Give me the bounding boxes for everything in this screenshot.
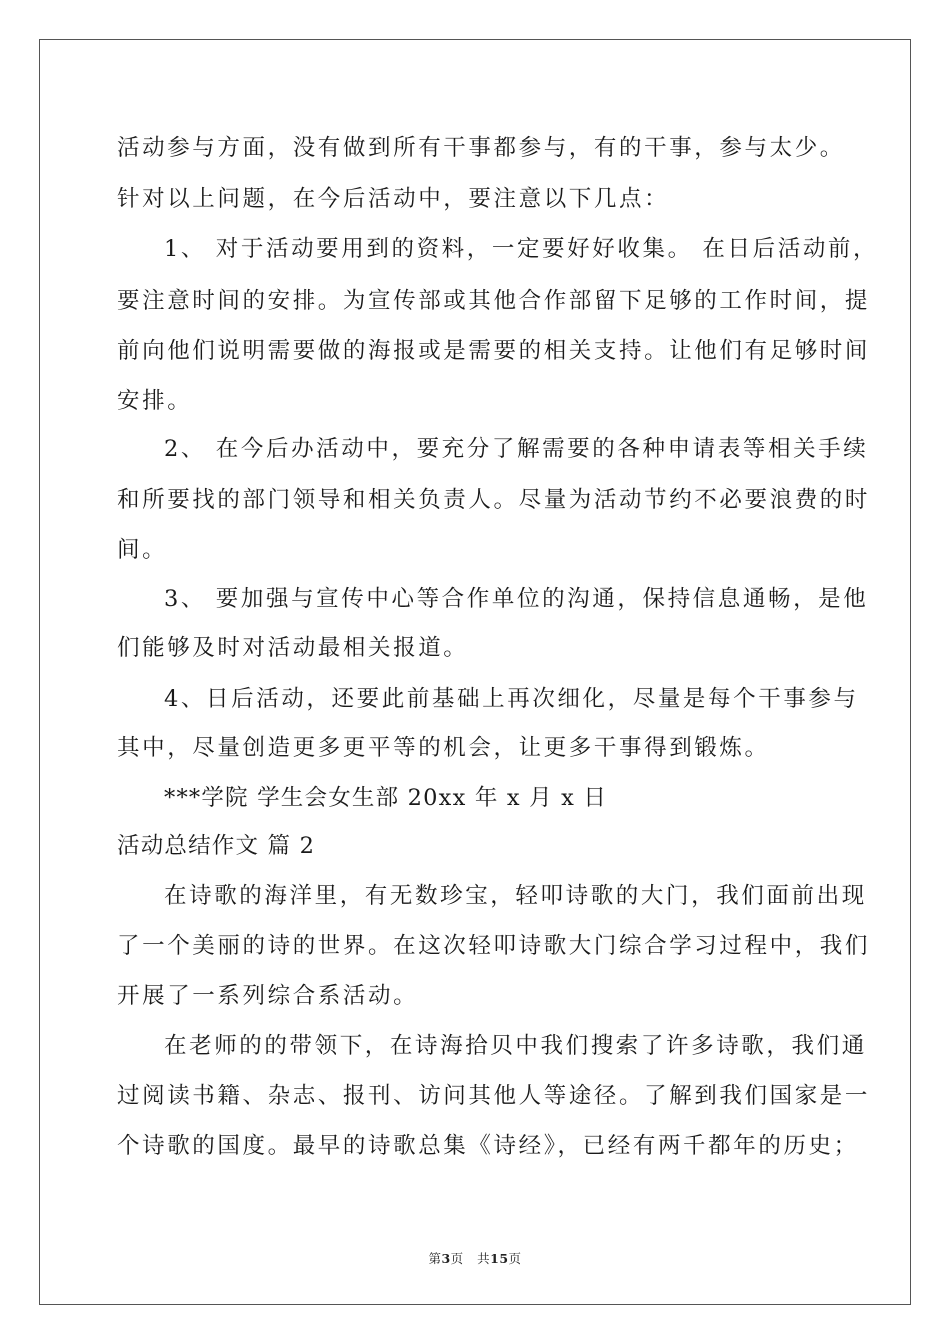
footer-page-unit: 页 <box>450 1251 464 1266</box>
text-line: 和所要找的部门领导和相关负责人。尽量为活动节约不必要浪费的时 <box>117 487 871 513</box>
text-line: 开展了一系列综合系活动。 <box>117 983 419 1009</box>
text-line: 在诗歌的海洋里，有无数珍宝，轻叩诗歌的大门，我们面前出现 <box>164 883 867 909</box>
text-line: 了一个美丽的诗的世界。在这次轻叩诗歌大门综合学习过程中，我们 <box>117 933 871 959</box>
signature-line: ***学院 学生会女生部 20xx 年 x 月 x 日 <box>164 785 608 811</box>
text-line: 过阅读书籍、杂志、报刊、访问其他人等途径。了解到我们国家是一 <box>117 1083 871 1109</box>
text-line: 安排。 <box>117 388 193 414</box>
footer-prefix: 第 <box>428 1251 442 1266</box>
text-line: 们能够及时对活动最相关报道。 <box>117 635 469 661</box>
text-line: 2、 在今后办活动中，要充分了解需要的各种申请表等相关手续 <box>164 436 869 462</box>
section-heading: 活动总结作文 篇 2 <box>117 833 316 859</box>
page-border <box>39 39 911 1305</box>
text-line: 个诗歌的国度。最早的诗歌总集《诗经》，已经有两千都年的历史； <box>117 1133 859 1159</box>
footer-total-pages: 15 <box>490 1251 509 1266</box>
text-line: 4、日后活动，还要此前基础上再次细化，尽量是每个干事参与 <box>164 686 859 712</box>
footer-total-prefix: 共 <box>477 1251 491 1266</box>
footer-page-number: 3 <box>441 1251 451 1266</box>
text-line: 在老师的的带领下，在诗海拾贝中我们搜索了许多诗歌，我们通 <box>164 1033 867 1059</box>
text-line: 活动参与方面，没有做到所有干事都参与，有的干事，参与太少。 <box>117 135 845 161</box>
footer-total-unit: 页 <box>508 1251 522 1266</box>
text-line: 间。 <box>117 537 168 563</box>
text-line: 1、 对于活动要用到的资料，一定要好好收集。 在日后活动前， <box>164 236 879 262</box>
text-line: 其中，尽量创造更多更平等的机会，让更多干事得到锻炼。 <box>117 735 770 761</box>
text-line: 前向他们说明需要做的海报或是需要的相关支持。让他们有足够时间 <box>117 338 871 364</box>
text-line: 针对以上问题，在今后活动中，要注意以下几点： <box>117 186 670 212</box>
page-footer <box>0 1249 950 1267</box>
text-line: 3、 要加强与宣传中心等合作单位的沟通，保持信息通畅，是他 <box>164 586 869 612</box>
text-line: 要注意时间的安排。为宣传部或其他合作部留下足够的工作时间，提 <box>117 288 871 314</box>
